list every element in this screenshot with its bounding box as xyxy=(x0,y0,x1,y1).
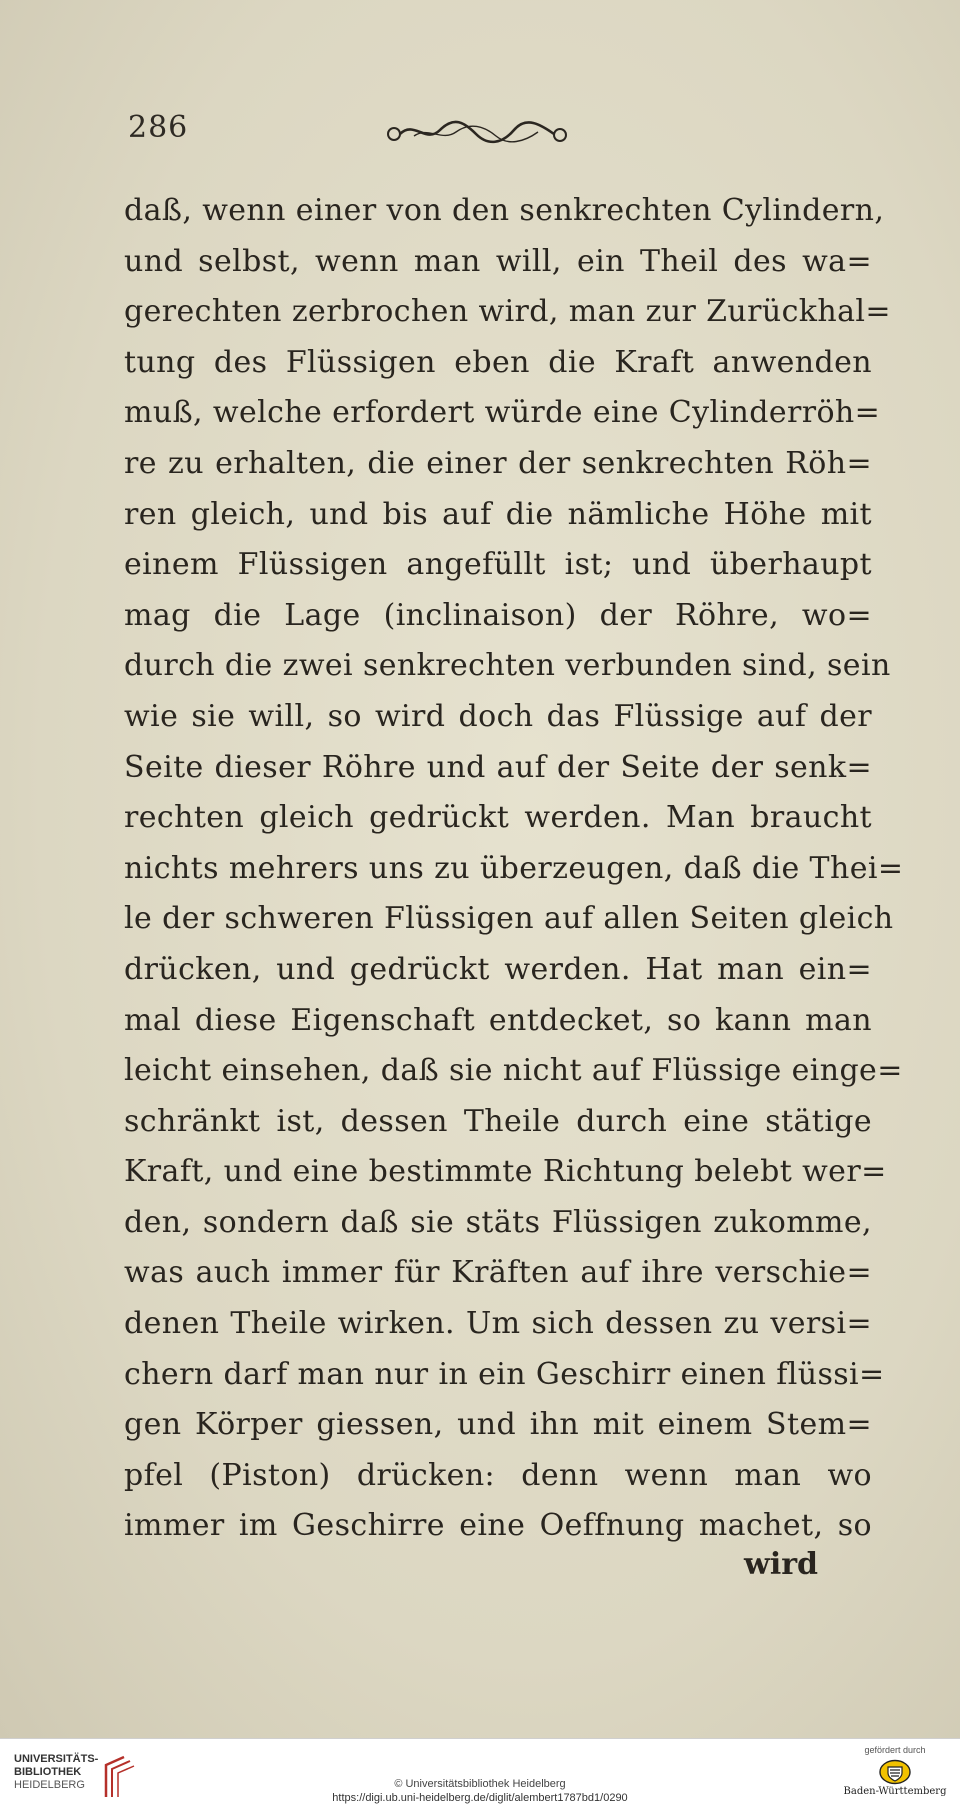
text-line: le der schweren Flüssigen auf allen Seiten gleich xyxy=(124,901,894,937)
sponsor-logo[interactable] xyxy=(836,1745,954,1805)
text-line: und selbst, wenn man will, ein Theil des wa= xyxy=(124,243,872,279)
viewer-footer xyxy=(0,1738,960,1808)
page-number: 286 xyxy=(128,110,189,145)
library-name-line2: BIBLIOTHEK xyxy=(14,1766,82,1778)
text-line: drücken, und gedrückt werden. Hat man ein= xyxy=(124,951,872,987)
text-line: mal diese Eigenschaft entdecket, so kann man xyxy=(124,1002,872,1038)
sponsor-name: Baden-Württemberg xyxy=(843,1786,947,1797)
text-line: Seite dieser Röhre und auf der Seite der senk= xyxy=(124,749,872,785)
state-crest-icon xyxy=(878,1759,912,1785)
text-line: einem Flüssigen angefüllt ist; und überhaupt xyxy=(124,547,872,583)
text-line: schränkt ist, dessen Theile durch eine stätige xyxy=(124,1103,872,1139)
text-line: daß, wenn einer von den senkrechten Cylindern, xyxy=(124,193,885,228)
text-line: rechten gleich gedrückt werden. Man braucht xyxy=(124,800,872,836)
text-line: Kraft, und eine bestimmte Richtung belebt wer= xyxy=(124,1154,887,1190)
text-line: muß, welche erfordert würde eine Cylinderröh= xyxy=(124,395,881,431)
library-name-line1: UNIVERSITÄTS- xyxy=(14,1753,99,1765)
text-line: chern darf man nur in ein Geschirr einen flüssi= xyxy=(124,1356,885,1392)
text-line: ren gleich, und bis auf die nämliche Höhe mit xyxy=(124,496,872,532)
copyright-notice: © Universitätsbibliothek Heidelberg xyxy=(394,1778,566,1790)
ornament-icon xyxy=(384,112,570,156)
text-line: nichts mehrers uns zu überzeugen, daß die Thei= xyxy=(124,850,904,886)
text-line: was auch immer für Kräften auf ihre verschie= xyxy=(124,1255,872,1291)
text-line: denen Theile wirken. Um sich dessen zu versi= xyxy=(124,1306,872,1342)
text-line: mag die Lage (inclinaison) der Röhre, wo= xyxy=(124,597,872,633)
text-line: tung des Flüssigen eben die Kraft anwenden xyxy=(124,344,872,380)
text-line: re zu erhalten, die einer der senkrechten Röh= xyxy=(124,445,872,481)
text-line: gen Körper giessen, und ihn mit einem Stem= xyxy=(124,1407,872,1443)
sponsor-label: gefördert durch xyxy=(864,1745,926,1755)
text-line: pfel (Piston) drücken: denn wenn man wo xyxy=(124,1457,872,1493)
body-text xyxy=(124,186,904,1552)
catchword: wird xyxy=(744,1547,819,1582)
text-line: gerechten zerbrochen wird, man zur Zurückhal= xyxy=(124,294,891,330)
text-line: den, sondern daß sie stäts Flüssigen zukomme, xyxy=(124,1204,872,1240)
text-line: leicht einsehen, daß sie nicht auf Flüssige einge= xyxy=(124,1053,903,1089)
permalink[interactable]: https://digi.ub.uni-heidelberg.de/diglit/alembert1787bd1/0290 xyxy=(332,1792,628,1804)
library-name-line3: HEIDELBERG xyxy=(14,1779,85,1791)
text-line: immer im Geschirre eine Oeffnung machet, so xyxy=(124,1508,872,1544)
text-line: wie sie will, so wird doch das Flüssige auf der xyxy=(124,698,872,734)
text-line: durch die zwei senkrechten verbunden sind, sein xyxy=(124,648,891,684)
